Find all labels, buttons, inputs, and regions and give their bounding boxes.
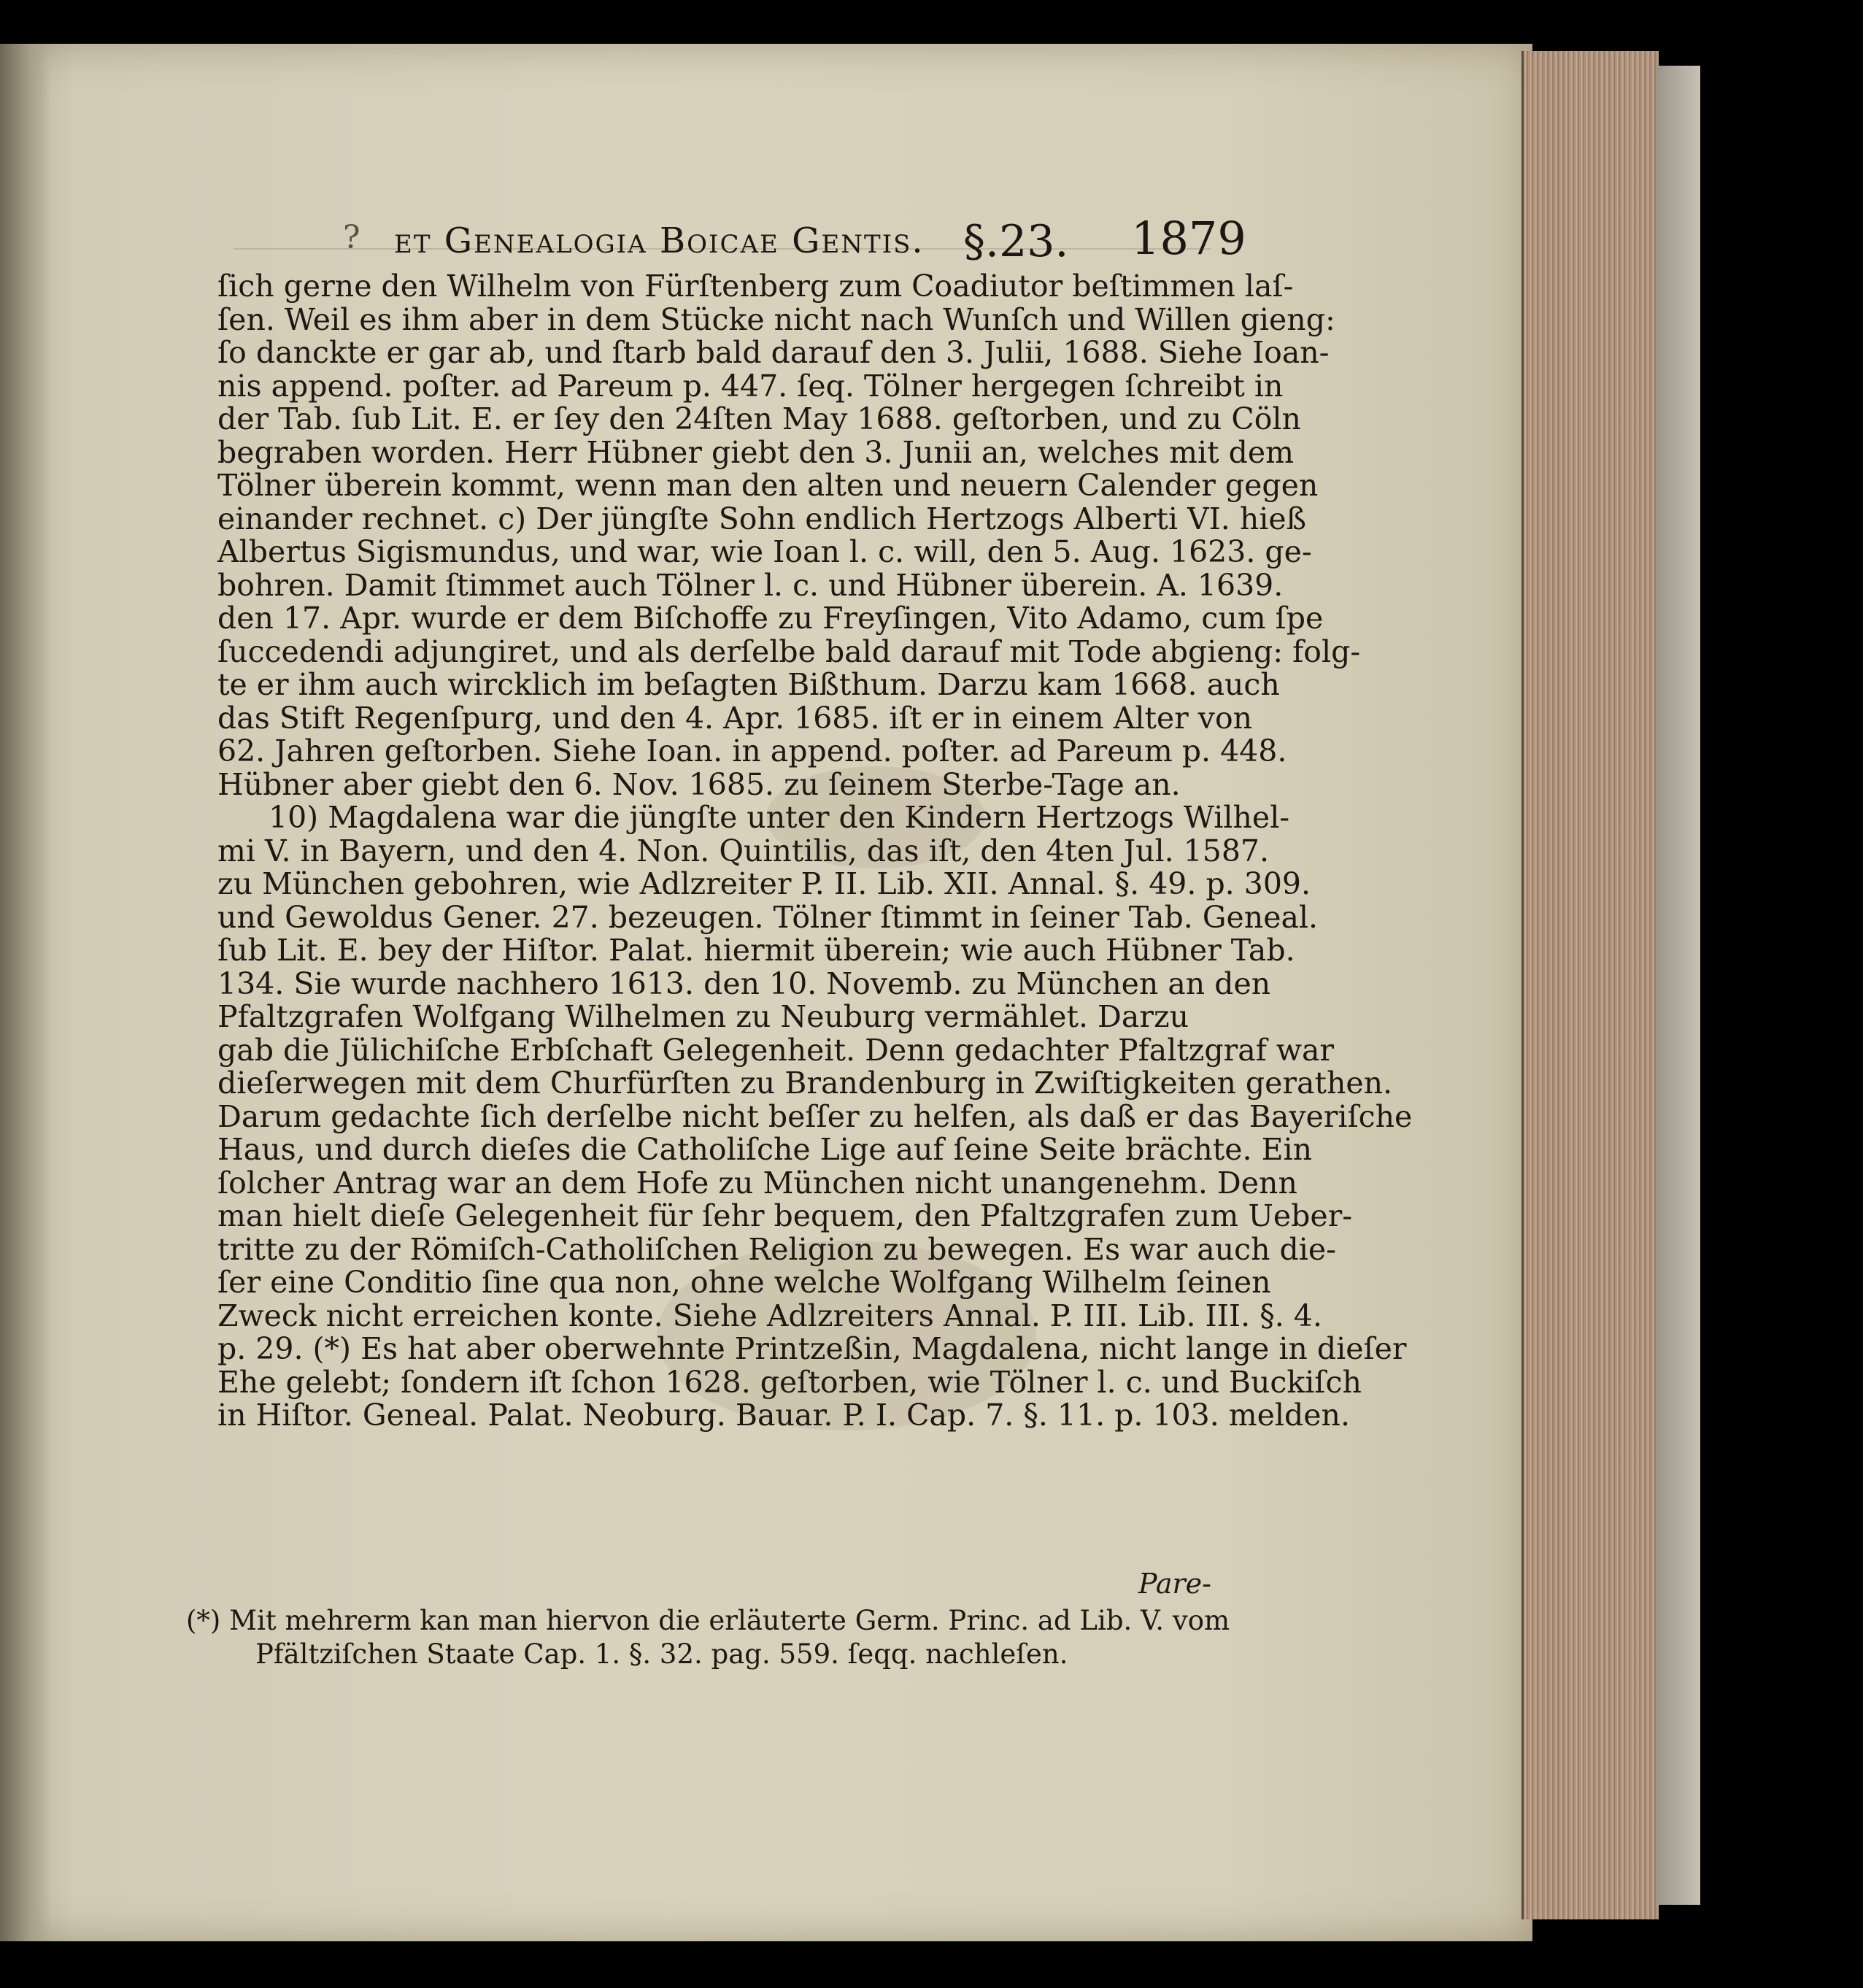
text-line: bohren. Damit ſtimmet auch Tölner l. c. und Hübner überein. A. 1639. [217, 567, 1284, 603]
text-line: zu München gebohren, wie Adlzreiter P. II. Lib. XII. Annal. §. 49. p. 309. [217, 866, 1311, 901]
text-line: das Stift Regenſpurg, und den 4. Apr. 1685. iſt er in einem Alter von [217, 700, 1253, 736]
text-line: ſo danckte er gar ab, und ſtarb bald darauf den 3. Julii, 1688. Siehe Ioan- [217, 335, 1330, 370]
page-edges [1521, 51, 1659, 1919]
body-text [217, 269, 1413, 1433]
text-line: Zweck nicht erreichen konte. Siehe Adlzreiters Annal. P. III. Lib. III. §. 4. [217, 1298, 1322, 1333]
text-line: Tölner überein kommt, wenn man den alten und neuern Calender gegen [217, 468, 1319, 503]
footnote [186, 1604, 1230, 1671]
text-line: te er ihm auch wircklich im beſagten Bißthum. Darzu kam 1668. auch [217, 667, 1280, 702]
text-line: 62. Jahren geſtorben. Siehe Ioan. in append. poſter. ad Pareum p. 448. [217, 733, 1287, 768]
text-line: einander rechnet. c) Der jüngſte Sohn endlich Hertzogs Alberti VI. hieß [217, 501, 1307, 536]
running-header [343, 212, 1246, 270]
text-line: Haus, und durch dieſes die Catholiſche Lige auf ſeine Seite brächte. Ein [217, 1132, 1313, 1167]
text-line: 134. Sie wurde nachhero 1613. den 10. Novemb. zu München an den [217, 966, 1271, 1001]
text-line: Pfaltzgrafen Wolfgang Wilhelmen zu Neuburg vermählet. Darzu [217, 999, 1189, 1034]
text-line: Albertus Sigismundus, und war, wie Ioan l. c. will, den 5. Aug. 1623. ge- [217, 534, 1312, 569]
text-line: ſen. Weil es ihm aber in dem Stücke nicht nach Wunſch und Willen gieng: [217, 301, 1335, 337]
text-line: den 17. Apr. wurde er dem Biſchoffe zu Freyſingen, Vito Adamo, cum ſpe [217, 601, 1324, 636]
book-board [1656, 66, 1700, 1905]
running-title: et Genealogia Boicae Gentis. [394, 220, 925, 261]
text-line: Ehe gelebt; ſondern iſt ſchon 1628. geſtorben, wie Tölner l. c. und Buckiſch [217, 1364, 1362, 1400]
text-line: in Hiſtor. Geneal. Palat. Neoburg. Bauar. P. I. Cap. 7. §. 11. p. 103. melden. [217, 1398, 1350, 1433]
text-line: ſub Lit. E. bey der Hiſtor. Palat. hiermit überein; wie auch Hübner Tab. [217, 933, 1295, 968]
text-line: tritte zu der Römiſch-Catholiſchen Religion zu bewegen. Es war auch die- [217, 1231, 1337, 1267]
text-line: dieſerwegen mit dem Churfürſten zu Brandenburg in Zwiſtigkeiten gerathen. [217, 1066, 1393, 1101]
footnote-line: Pfältziſchen Staate Cap. 1. §. 32. pag. 559. ſeqq. nachleſen. [255, 1638, 1068, 1670]
text-line: nis append. poſter. ad Pareum p. 447. ſeq. Tölner hergegen ſchreibt in [217, 368, 1284, 404]
catchword: Pare- [1138, 1568, 1211, 1600]
header-mark: ? [343, 219, 360, 256]
text-line: der Tab. ſub Lit. E. er ſey den 24ſten May 1688. geſtorben, und zu Cöln [217, 401, 1301, 436]
footnote-line: (*) Mit mehrerm kan man hiervon die erläuterte Germ. Princ. ad Lib. V. vom [186, 1605, 1230, 1636]
text-line: ſolcher Antrag war an dem Hofe zu München nicht unangenehm. Denn [217, 1165, 1297, 1201]
text-line: ſuccedendi adjungiret, und als derſelbe bald darauf mit Tode abgieng: folg- [217, 633, 1361, 669]
text-line: Hübner aber giebt den 6. Nov. 1685. zu ſeinem Sterbe-Tage an. [217, 766, 1181, 802]
text-line: Darum gedachte ſich derſelbe nicht beſſer zu helfen, als daß er das Bayeriſche [217, 1098, 1413, 1134]
text-line: ſich gerne den Wilhelm von Fürſtenberg zum Coadiutor beſtimmen laſ- [217, 269, 1294, 304]
text-line: ſer eine Conditio ſine qua non, ohne welche Wolfgang Wilhelm ſeinen [217, 1265, 1271, 1300]
header-rule [234, 248, 1211, 250]
page-gutter [0, 44, 51, 1941]
text-line: und Gewoldus Gener. 27. bezeugen. Tölner ſtimmt in ſeiner Tab. Geneal. [217, 899, 1319, 935]
text-line: mi V. in Bayern, und den 4. Non. Quintilis, das iſt, den 4ten Jul. 1587. [217, 833, 1270, 868]
text-line: p. 29. (*) Es hat aber oberwehnte Printzeßin, Magdalena, nicht lange in dieſer [217, 1331, 1407, 1366]
paragraph-start-line: 10) Magdalena war die jüngſte unter den Kindern Hertzogs Wilhel- [269, 800, 1290, 835]
text-line: man hielt dieſe Gelegenheit für ſehr bequem, den Pfaltzgrafen zum Ueber- [217, 1198, 1353, 1233]
text-line: begraben worden. Herr Hübner giebt den 3. Junii an, welches mit dem [217, 434, 1295, 470]
page-number: 1879 [1131, 212, 1246, 265]
text-line: gab die Jülichiſche Erbſchaft Gelegenheit. Denn gedachter Pfaltzgraf war [217, 1032, 1335, 1068]
section-number: §.23. [963, 216, 1069, 267]
